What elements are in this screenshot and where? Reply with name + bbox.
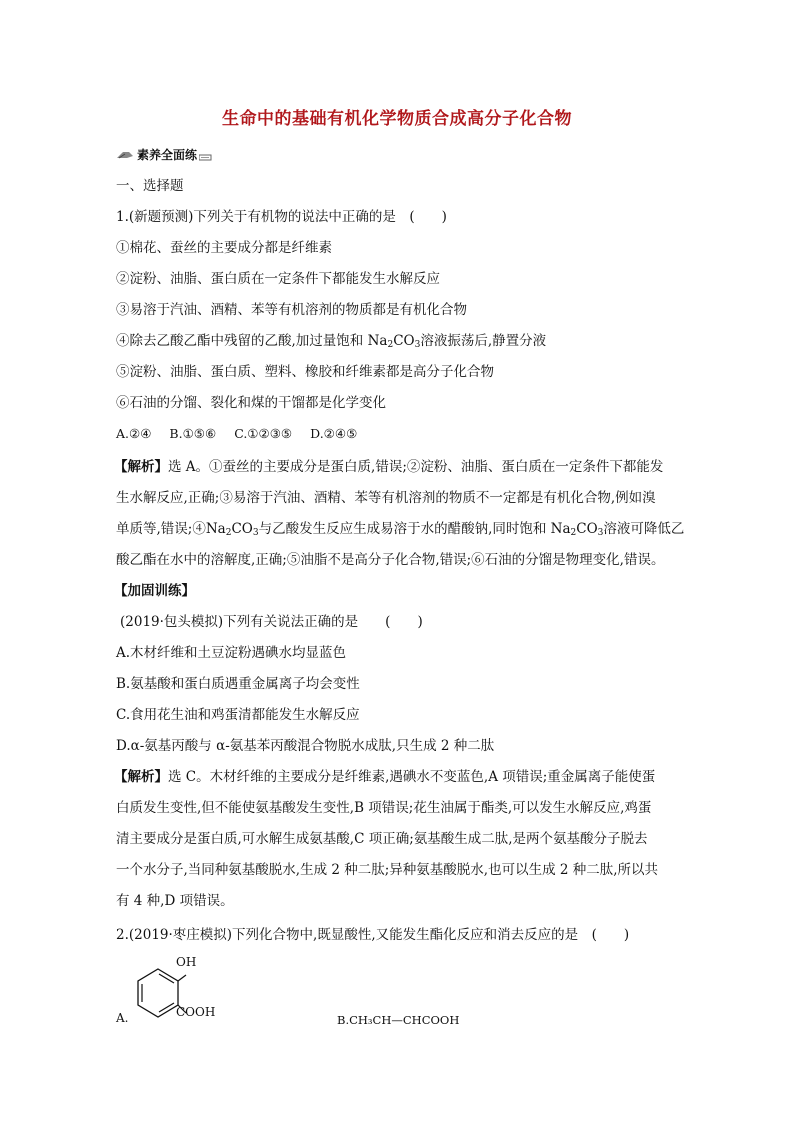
- option-c: C.①②③⑤: [234, 426, 293, 441]
- option-a-structure: [116, 953, 226, 1033]
- question-1-item-5: ⑤淀粉、油脂、蛋白质、塑料、橡胶和纤维素都是高分子化合物: [116, 364, 494, 380]
- question-1-item-4: ④除去乙酸乙酯中残留的乙酸,加过量饱和 $Na_2CO_3$溶液振荡后,静置分液: [116, 333, 547, 350]
- tag-decoration-icon: [199, 151, 213, 159]
- section-tag: [116, 146, 213, 163]
- option-d: D.②④⑤: [310, 426, 358, 441]
- reinforce-analysis-line-1: 【解析】选 C。木材纤维的主要成分是纤维素,遇碘水不变蓝色,A 项错误;重金属离子能使蛋: [114, 769, 656, 785]
- option-b-formula: B.CH₃CH—CHCOOH: [337, 1013, 460, 1027]
- reinforce-label: 【加固训练】: [114, 583, 195, 599]
- question-1-analysis-line-3: 单质等,错误$;④Na_2CO_3$与乙酸发生反应生成易溶于水的醋酸钠,同时饱和 $Na_2CO_3$溶液可降低乙: [116, 521, 685, 538]
- reinforce-option-c: C.食用花生油和鸡蛋清都能发生水解反应: [116, 707, 360, 723]
- question-1-item-2: ②淀粉、油脂、蛋白质在一定条件下都能发生水解反应: [116, 271, 440, 287]
- question-1-analysis-line-1: 【解析】选 A。①蚕丝的主要成分是蛋白质,错误;②淀粉、油脂、蛋白质在一定条件下都能发: [114, 459, 664, 475]
- option-a-cooh-group: COOH: [176, 1005, 216, 1019]
- reinforce-stem: (2019·包头模拟)下列有关说法正确的是 ( ): [120, 614, 423, 630]
- section-heading: 一、选择题: [116, 178, 184, 194]
- reinforce-analysis-line-4: 一个水分子,当同种氨基酸脱水,生成 2 种二肽;异种氨基酸脱水,也可以生成 2 种二肽,所以共: [116, 862, 659, 878]
- option-a: A.②④: [116, 426, 152, 441]
- option-a-label: A.: [116, 1011, 129, 1025]
- question-1-analysis-line-4: 酸乙酯在水中的溶解度,正确;⑤油脂不是高分子化合物,错误;⑥石油的分馏是物理变化,错误。: [116, 552, 665, 568]
- question-1-analysis-line-2: 生水解反应,正确;③易溶于汽油、酒精、苯等有机溶剂的物质不一定都是有机化合物,例如溴: [116, 490, 656, 506]
- option-b: B.①⑤⑥: [169, 426, 217, 441]
- reinforce-analysis-line-5: 有 4 种,D 项错误。: [116, 893, 234, 909]
- question-1-item-3: ③易溶于汽油、酒精、苯等有机溶剂的物质都是有机化合物: [116, 302, 467, 318]
- reinforce-option-d: D.α-氨基丙酸与 α-氨基苯丙酸混合物脱水成肽,只生成 2 种二肽: [116, 738, 495, 754]
- question-1-stem: 1.(新题预测)下列关于有机物的说法中正确的是 ( ): [116, 209, 447, 225]
- reinforce-option-a: A.木材纤维和土豆淀粉遇碘水均显蓝色: [116, 645, 347, 661]
- question-1-item-6: ⑥石油的分馏、裂化和煤的干馏都是化学变化: [116, 395, 386, 411]
- page-title: 生命中的基础有机化学物质合成高分子化合物: [222, 109, 572, 129]
- question-1-item-1: ①棉花、蚕丝的主要成分都是纤维素: [116, 240, 332, 256]
- pencil-icon: [116, 149, 134, 160]
- question-1-options: [116, 426, 375, 441]
- section-tag-label: 素养全面练: [137, 148, 198, 162]
- reinforce-analysis-line-3: 清主要成分是蛋白质,可水解生成氨基酸,C 项正确;氨基酸生成二肽,是两个氨基酸分子脱去: [116, 831, 648, 847]
- reinforce-analysis-line-2: 白质发生变性,但不能使氨基酸发生变性,B 项错误;花生油属于酯类,可以发生水解反应,鸡蛋: [116, 800, 652, 816]
- question-2-stem: 2.(2019·枣庄模拟)下列化合物中,既显酸性,又能发生酯化反应和消去反应的是 ( ): [116, 927, 630, 943]
- reinforce-option-b: B.氨基酸和蛋白质遇重金属离子均会变性: [116, 676, 360, 692]
- option-a-oh-group: OH: [176, 955, 197, 969]
